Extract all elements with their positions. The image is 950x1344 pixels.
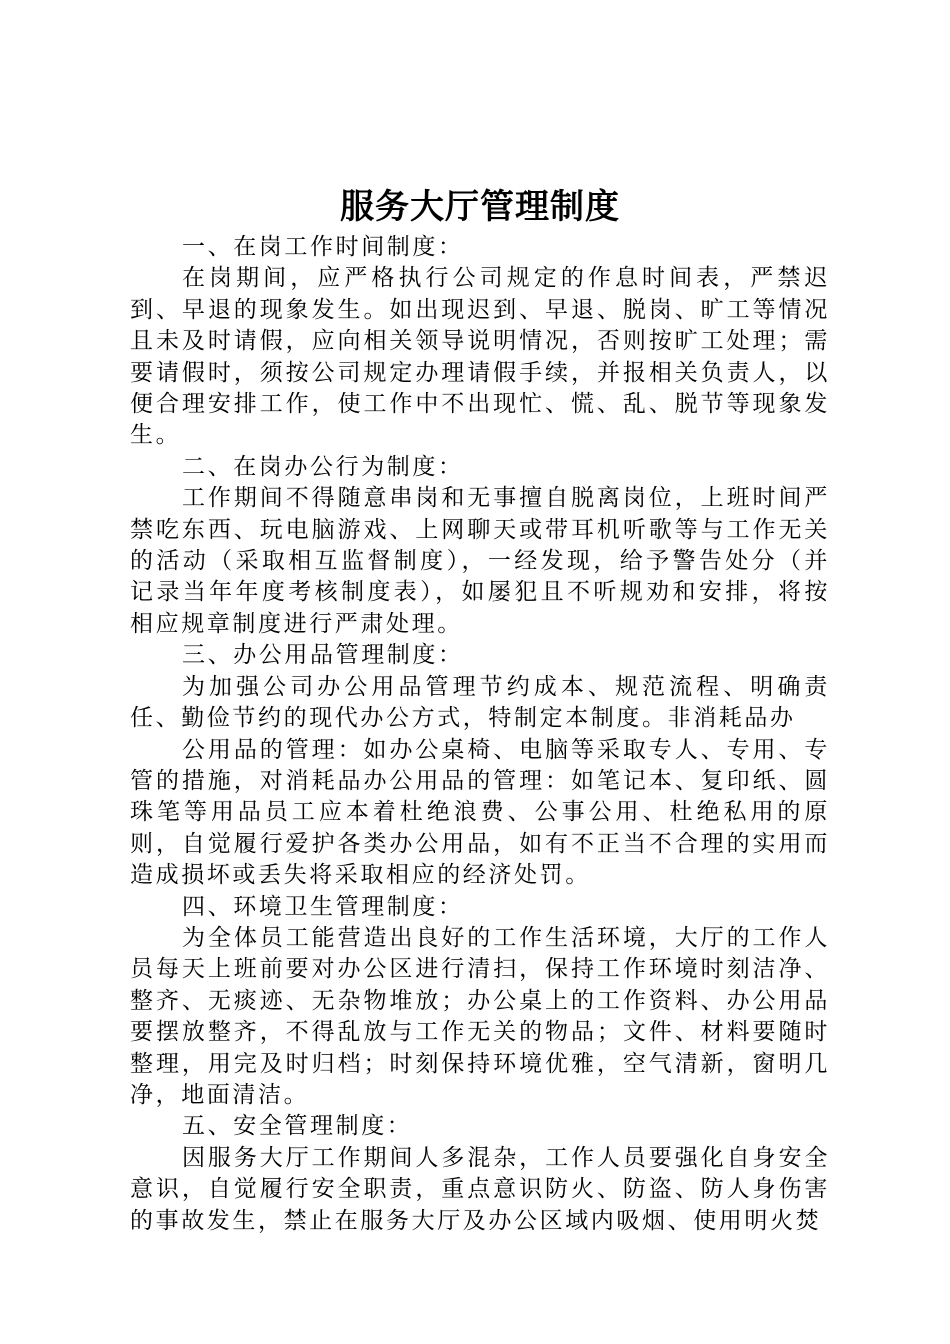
section-heading-office-supplies: 三、办公用品管理制度： [182, 642, 464, 669]
section-heading-safety: 五、安全管理制度： [182, 1113, 413, 1140]
section-body-safety: 因服务大厅工作期间人多混杂，工作人员要强化自身安全意识，自觉履行安全职责，重点意识防火、防盗、防人身伤害的事故发生，禁止在服务大厅及办公区域内吸烟、使用明火焚 [130, 1144, 830, 1234]
section-body-office-conduct: 工作期间不得随意串岗和无事擅自脱离岗位，上班时间严禁吃东西、玩电脑游戏、上网聊天或带耳机听歌等与工作无关的活动（采取相互监督制度），一经发现，给予警告处分（并记录当年年度考核制度表），如屡犯且不听规劝和安排，将按相应规章制度进行严肃处理。 [130, 485, 830, 637]
section-body-hygiene: 为全体员工能营造出良好的工作生活环境，大厅的工作人员每天上班前要对办公区进行清扫，保持工作环境时刻洁净、整齐、无痰迹、无杂物堆放；办公桌上的工作资料、办公用品要摆放整齐，不得乱放与工作无关的物品；文件、材料要随时整理，用完及时归档；时刻保持环境优雅，空气清新，窗明几净，地面清洁。 [130, 924, 830, 1108]
document-title: 服务大厅管理制度 [340, 187, 620, 227]
section-heading-office-conduct: 二、在岗办公行为制度： [182, 453, 464, 480]
section-heading-hygiene: 四、环境卫生管理制度： [182, 893, 464, 920]
section-body-office-supplies-detail: 公用品的管理：如办公桌椅、电脑等采取专人、专用、专管的措施，对消耗品办公用品的管理：如笔记本、复印纸、圆珠笔等用品员工应本着杜绝浪费、公事公用、杜绝私用的原则，自觉履行爱护各类办公用品，如有不正当不合理的实用而造成损坏或丢失将采取相应的经济处罚。 [130, 736, 830, 889]
section-body-work-hours: 在岗期间，应严格执行公司规定的作息时间表，严禁迟到、早退的现象发生。如出现迟到、早退、脱岗、旷工等情况且未及时请假，应向相关领导说明情况，否则按旷工处理；需要请假时，须按公司规定办理请假手续，并报相关负责人，以便合理安排工作，使工作中不出现忙、慌、乱、脱节等现象发生。 [130, 265, 830, 449]
document-body [130, 232, 830, 1237]
section-heading-work-hours: 一、在岗工作时间制度： [182, 234, 464, 260]
section-body-office-supplies-intro: 为加强公司办公用品管理节约成本、规范流程、明确责任、勤俭节约的现代办公方式，特制定本制度。非消耗品办 [130, 673, 830, 732]
